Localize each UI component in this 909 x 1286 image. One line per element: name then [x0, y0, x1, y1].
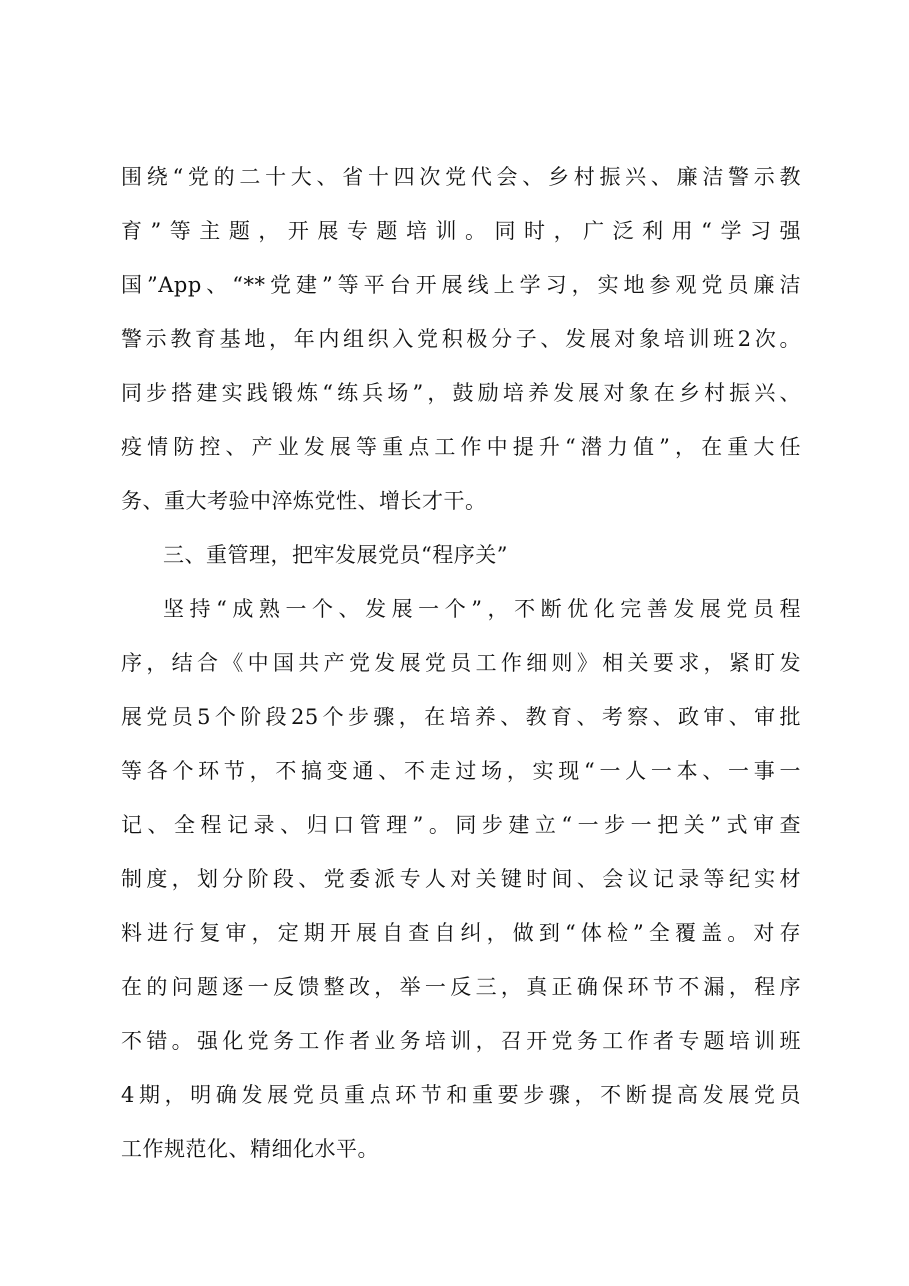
section-heading: 三、重管理，把牢发展党员“程序关” [163, 543, 508, 567]
para2-line-5: 记、全程记录、归口管理”。同步建立“一步一把关”式审查 [121, 813, 801, 837]
para2-line-11: 工作规范化、精细化水平。 [121, 1137, 379, 1161]
para1-line-6: 疫情防控、产业发展等重点工作中提升“潜力值”，在重大任 [121, 435, 801, 459]
para2-line-4: 等各个环节，不搞变通、不走过场，实现“一人一本、一事一 [121, 759, 801, 783]
para2-line-8: 在的问题逐一反馈整改，举一反三，真正确保环节不漏，程序 [121, 975, 801, 999]
para2-line-3: 展党员5个阶段25个步骤，在培养、教育、考察、政审、审批 [121, 705, 801, 729]
para2-line-9: 不错。强化党务工作者业务培训，召开党务工作者专题培训班 [121, 1029, 801, 1053]
para2-line-10: 4期，明确发展党员重点环节和重要步骤，不断提高发展党员 [121, 1083, 801, 1107]
para2-line-1: 坚持“成熟一个、发展一个”，不断优化完善发展党员程 [163, 597, 801, 621]
para1-line-3: 国”App、“**党建”等平台开展线上学习，实地参观党员廉洁 [121, 273, 801, 297]
para1-line-2: 育”等主题，开展专题培训。同时，广泛利用“学习强 [121, 219, 801, 243]
para1-line-4: 警示教育基地，年内组织入党积极分子、发展对象培训班2次。 [121, 327, 801, 351]
para1-line-5: 同步搭建实践锻炼“练兵场”，鼓励培养发展对象在乡村振兴、 [121, 381, 801, 405]
para1-line-1: 围绕“党的二十大、省十四次党代会、乡村振兴、廉洁警示教 [121, 165, 801, 189]
para2-line-6: 制度，划分阶段、党委派专人对关键时间、会议记录等纪实材 [121, 867, 801, 891]
para2-line-2: 序，结合《中国共产党发展党员工作细则》相关要求，紧盯发 [121, 651, 801, 675]
para2-line-7: 料进行复审，定期开展自查自纠，做到“体检”全覆盖。对存 [121, 921, 801, 945]
para1-line-7: 务、重大考验中淬炼党性、增长才干。 [121, 489, 487, 513]
